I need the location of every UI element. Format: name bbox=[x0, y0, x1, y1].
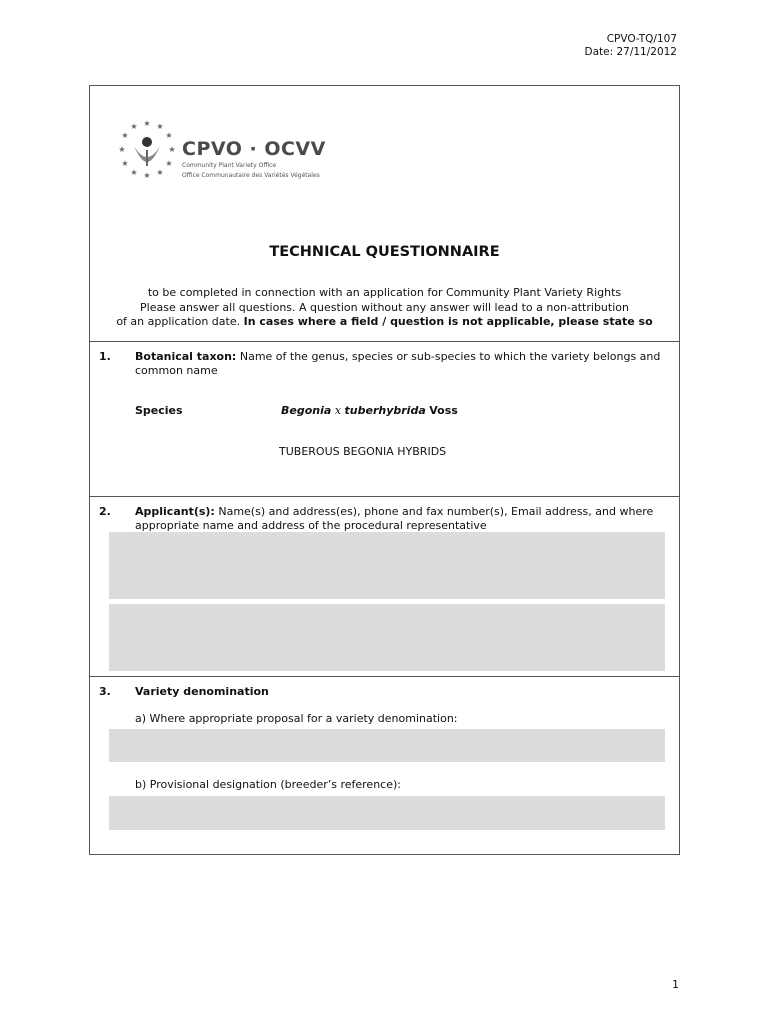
svg-text:★: ★ bbox=[156, 168, 164, 177]
q1-hybrid-sign: x bbox=[334, 404, 342, 417]
q1-species-value bbox=[281, 404, 631, 418]
page-number: 1 bbox=[672, 978, 679, 991]
section-divider bbox=[90, 341, 679, 342]
applicant-field-2[interactable] bbox=[109, 604, 665, 671]
svg-text:★: ★ bbox=[168, 145, 176, 154]
logo-title: CPVO · OCVV bbox=[182, 138, 326, 160]
q3b-text: b) Provisional designation (breeder’s reference): bbox=[135, 778, 401, 791]
q1-number: 1. bbox=[99, 350, 111, 363]
svg-text:★: ★ bbox=[143, 171, 151, 180]
reference-code: CPVO-TQ/107 bbox=[606, 33, 677, 45]
eu-stars-emblem-icon bbox=[112, 116, 182, 186]
logo-subtitle-fr: Office Communautaire des Variétés Végétales bbox=[182, 172, 320, 179]
q1-author: Voss bbox=[429, 404, 458, 417]
q1-epithet: tuberhybrida bbox=[344, 404, 426, 417]
q2-question bbox=[135, 505, 670, 532]
intro-line-3b: In cases where a field / question is not applicable, please state so bbox=[243, 315, 653, 328]
svg-text:★: ★ bbox=[121, 159, 129, 168]
section-divider bbox=[90, 496, 679, 497]
reference-date: Date: 27/11/2012 bbox=[584, 46, 677, 58]
q2-label: Applicant(s): bbox=[135, 505, 215, 518]
denomination-proposal-field[interactable] bbox=[109, 729, 665, 762]
svg-text:★: ★ bbox=[130, 122, 138, 131]
q1-genus: Begonia bbox=[281, 404, 332, 417]
section-divider bbox=[90, 676, 679, 677]
svg-text:★: ★ bbox=[130, 168, 138, 177]
q1-question bbox=[135, 350, 670, 377]
q1-species-label: Species bbox=[135, 404, 183, 417]
intro-line-3a: of an application date. bbox=[116, 315, 241, 328]
q3-label: Variety denomination bbox=[135, 685, 269, 698]
applicant-field-1[interactable] bbox=[109, 532, 665, 599]
svg-text:★: ★ bbox=[156, 122, 164, 131]
q1-text: Name of the genus, species or sub-species to which the variety belongs and common name bbox=[135, 350, 661, 377]
svg-text:★: ★ bbox=[165, 159, 173, 168]
q3-number: 3. bbox=[99, 685, 111, 698]
logo-text bbox=[182, 138, 326, 180]
logo-subtitle-en: Community Plant Variety Office bbox=[182, 162, 277, 169]
q2-text: Name(s) and address(es), phone and fax number(s), Email address, and where appropriate name and address of the procedural representative bbox=[135, 505, 654, 532]
intro-line-2: Please answer all questions. A question without any answer will lead to a non-attribution bbox=[140, 300, 629, 314]
questionnaire-frame bbox=[89, 85, 680, 855]
q2-number: 2. bbox=[99, 505, 111, 518]
intro-line-3 bbox=[90, 315, 679, 330]
q3a-text: a) Where appropriate proposal for a variety denomination: bbox=[135, 712, 458, 725]
breeder-reference-field[interactable] bbox=[109, 796, 665, 830]
document-title: TECHNICAL QUESTIONNAIRE bbox=[269, 244, 500, 260]
svg-text:★: ★ bbox=[143, 119, 151, 128]
svg-text:★: ★ bbox=[118, 145, 126, 154]
intro-line-1: to be completed in connection with an application for Community Plant Variety Rights bbox=[147, 286, 622, 299]
q1-label: Botanical taxon: bbox=[135, 350, 237, 363]
svg-text:★: ★ bbox=[121, 131, 129, 140]
q1-common-name: TUBEROUS BEGONIA HYBRIDS bbox=[279, 445, 447, 458]
intro-text bbox=[90, 286, 679, 330]
cpvo-logo bbox=[112, 116, 372, 186]
document-reference bbox=[585, 33, 678, 59]
svg-text:★: ★ bbox=[165, 131, 173, 140]
